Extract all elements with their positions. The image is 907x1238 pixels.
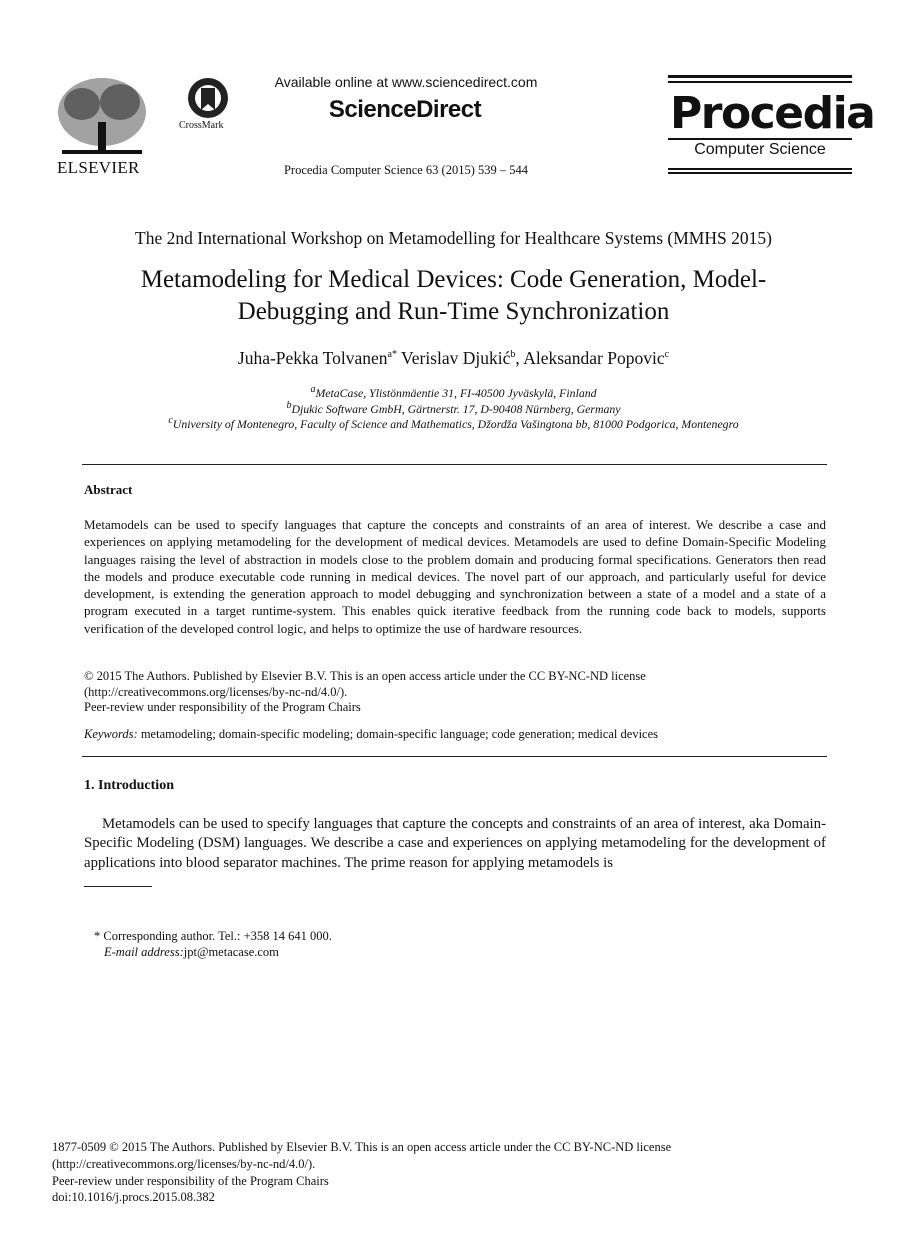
affiliation: $^c$University of Montenegro, Faculty of Science and Mathematics, Džordža Vašingtona bb, 81000 Podgorica, Montenegro [168, 415, 739, 431]
footer-peer-review: Peer-review under responsibility of the Program Chairs [52, 1174, 329, 1188]
elsevier-wordmark: ELSEVIER [57, 158, 140, 177]
affiliation: $^a$MetaCase, Ylistönmäentie 31, FI-40500 Jyväskylä, Finland [310, 384, 597, 400]
footer-license: 1877-0509 © 2015 The Authors. Published by Elsevier B.V. This is an open access article under the CC BY-NC-ND license [52, 1140, 672, 1154]
footnote-rule [84, 886, 152, 887]
author-sup: c [664, 349, 670, 361]
affiliation: $^b$Djukic Software GmbH, Gärtnerstr. 17, D-90408 Nürnberg, Germany [286, 400, 621, 416]
divider [82, 756, 827, 757]
corresponding-author-footnote: * Corresponding author. Tel.: +358 14 641 000. [94, 929, 332, 943]
footer-doi[interactable]: doi:10.1016/j.procs.2015.08.382 [52, 1190, 215, 1204]
license-line: © 2015 The Authors. Published by Elsevier B.V. This is an open access article under the CC BY-NC-ND license [84, 669, 646, 683]
paper-title-line-2: Debugging and Run-Time Synchronization [237, 298, 670, 325]
author-sup: b [510, 349, 516, 361]
email-link[interactable]: jpt@metacase.com [183, 945, 279, 959]
abstract-heading: Abstract [84, 482, 133, 497]
author-name: Juha-Pekka Tolvanen [237, 348, 388, 368]
workshop-name: The 2nd International Workshop on Metamodelling for Healthcare Systems (MMHS 2015) [135, 228, 772, 248]
procedia-subtitle: Computer Science [694, 141, 826, 158]
license-link[interactable]: (http://creativecommons.org/licenses/by-nc-nd/4.0/). [84, 685, 348, 699]
paper-title-line-1: Metamodeling for Medical Devices: Code Generation, Model- [140, 266, 767, 293]
sciencedirect-logo: ScienceDirect [328, 96, 482, 123]
email-footnote: E-mail address:jpt@metacase.com [104, 945, 279, 959]
crossmark-label: CrossMark [179, 120, 224, 131]
author-list: Juha-Pekka Tolvanen$^{a*}$ Verislav Djukić$^b$, Aleksandar Popovic$^c$ [237, 348, 670, 368]
intro-paragraph: Metamodels can be used to specify languages that capture the concepts and constraints of an area of interest, aka Domain-Specific Modeling (DSM) languages. We describe a case and experiences on applying metamodeling for the development of applications into blood separator machines. The prime reason for applying metamodels is [84, 816, 826, 871]
abstract-text: Metamodels can be used to specify languages that capture the concepts and constraints of an area of interest. We describe a case and experiences on applying metamodeling for the development of medical devices. Metamodels are used to define Domain-Specific Modeling languages raising the level of abstraction in models close to the problem domain and producing formal specifications. Generators then read the models and produce executable code running in medical devices. The novel part of our approach, and particularly useful for device development, is extending the generation approach to model debugging and synchronization between a state of a model and a state of a program executed in a target runtime-system. This enables quick iterative feedback from the running code back to models, supports verification of the developed control logic, and helps to optimize the use of hardware resources. [84, 517, 826, 636]
peer-review: Peer-review under responsibility of the Program Chairs [84, 700, 361, 714]
divider [82, 464, 827, 465]
author-name: Aleksandar Popovic [523, 348, 665, 368]
procedia-title: Procedia [670, 88, 875, 139]
author-sup: a* [387, 349, 397, 361]
author-name: Verislav Djukić [401, 348, 511, 368]
footer-license-link[interactable]: (http://creativecommons.org/licenses/by-nc-nd/4.0/). [52, 1157, 316, 1171]
available-online-text: Available online at www.sciencedirect.com [274, 74, 538, 90]
journal-reference: Procedia Computer Science 63 (2015) 539 – 544 [283, 163, 529, 177]
keywords: Keywords: metamodeling; domain-specific modeling; domain-specific language; code generation; medical devices [84, 727, 659, 741]
section-heading: 1. Introduction [84, 778, 174, 793]
